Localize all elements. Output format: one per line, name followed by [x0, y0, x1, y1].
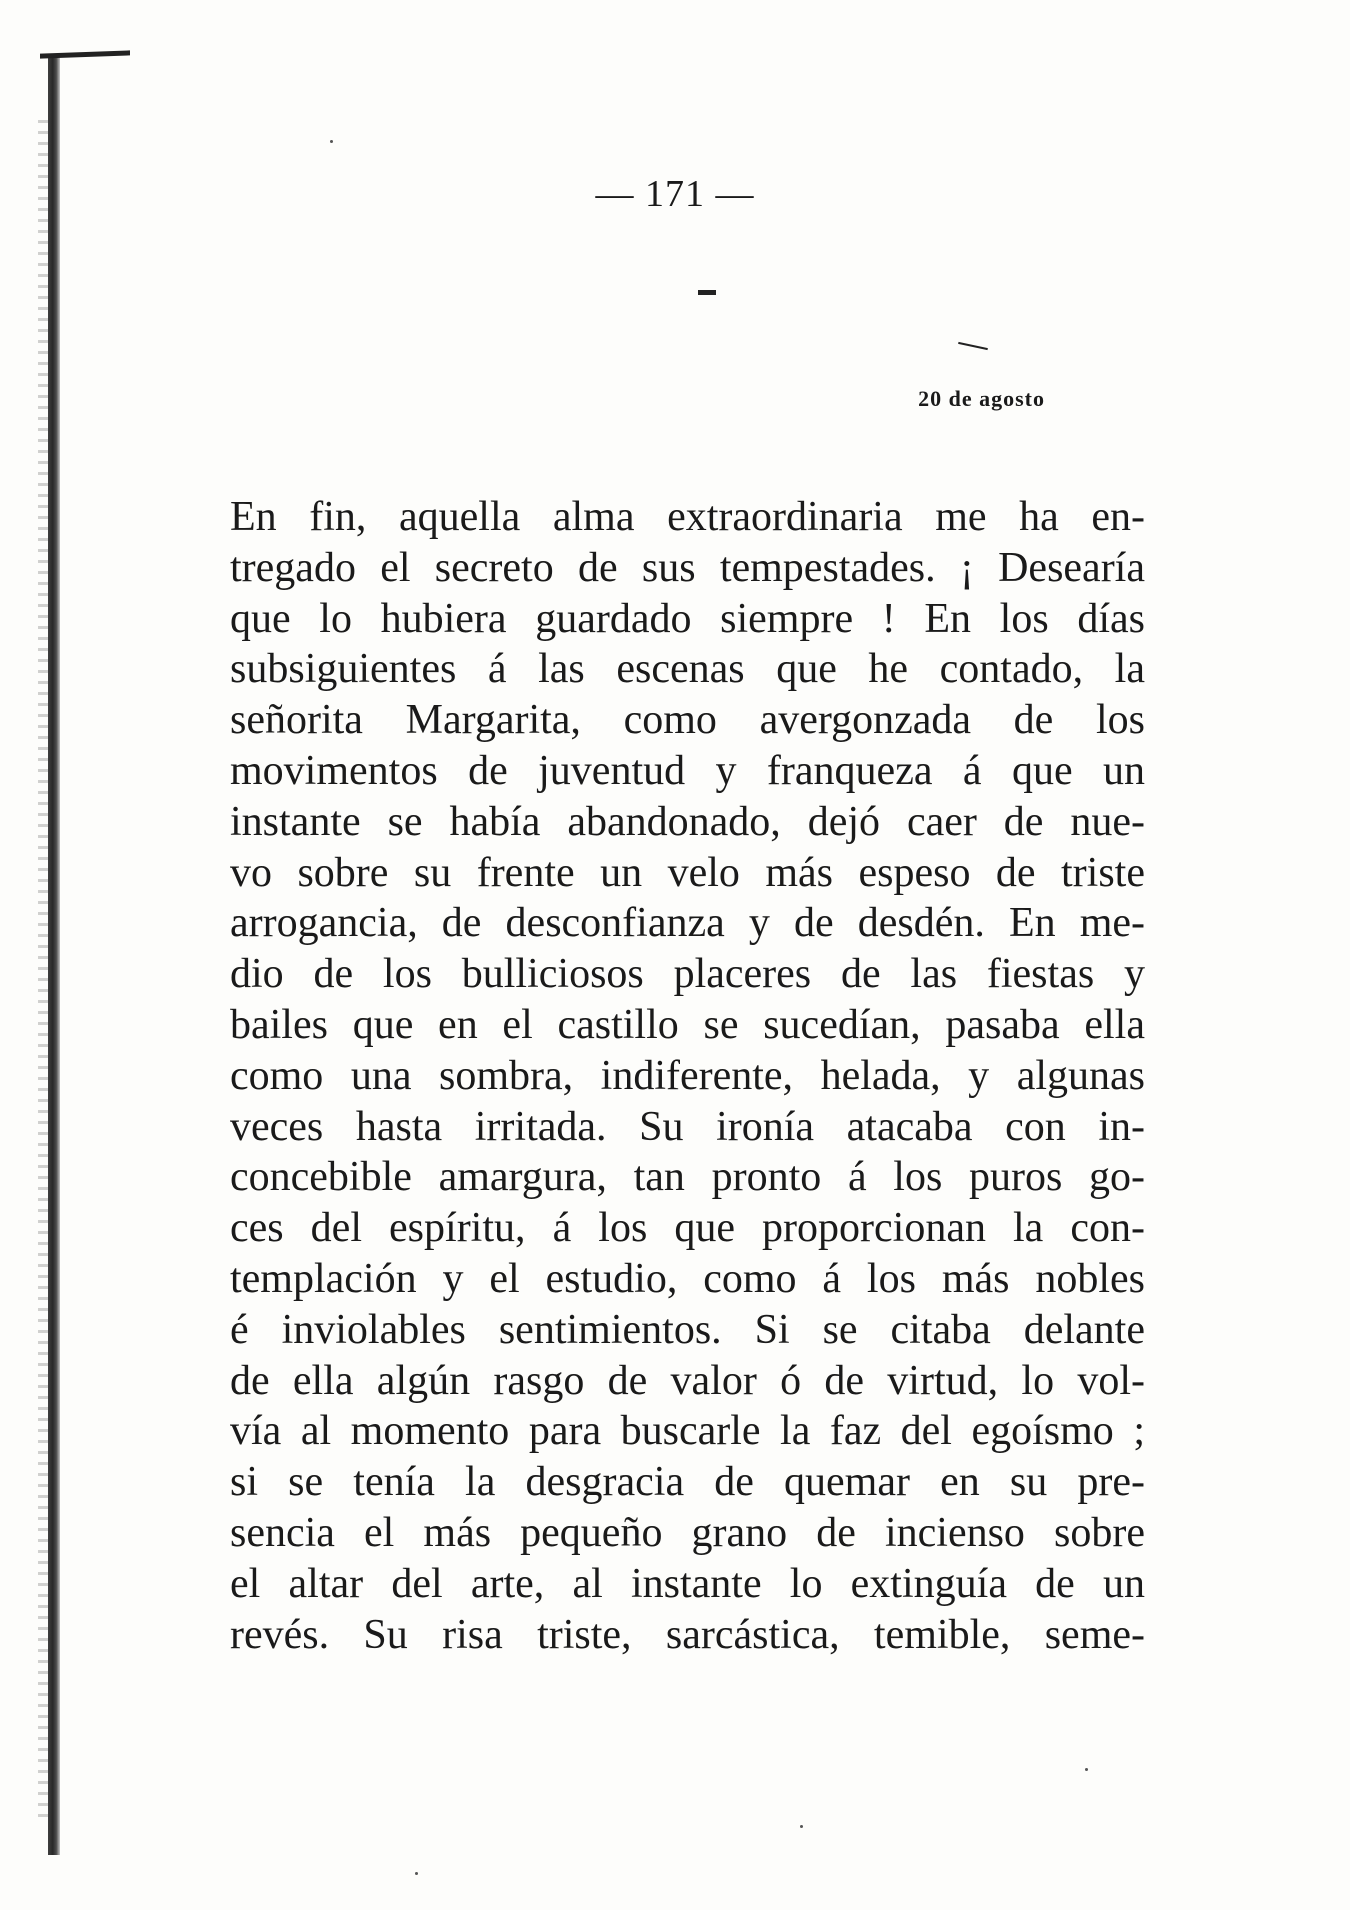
ink-mark	[698, 290, 716, 295]
text-line: señorita Margarita, como avergonzada de los	[230, 697, 1145, 744]
text-line: subsiguientes á las escenas que he contado, la	[230, 646, 1145, 693]
speck	[330, 140, 333, 143]
speck	[1085, 1768, 1088, 1771]
text-line: vo sobre su frente un velo más espeso de triste	[230, 849, 1145, 896]
text-line: é inviolables sentimientos. Si se citaba delante	[230, 1306, 1145, 1353]
text-line: tregado el secreto de sus tempestades. ¡ Desearía	[230, 544, 1145, 591]
text-line: ces del espíritu, á los que proporcionan la con-	[230, 1205, 1145, 1252]
text-line: En fin, aquella alma extraordinaria me ha en-	[230, 494, 1145, 540]
binding-speckle	[38, 120, 48, 1820]
ink-mark	[958, 342, 988, 350]
text-line: movimentos de juventud y franqueza á que un	[230, 747, 1145, 794]
text-line: que lo hubiera guardado siempre ! En los días	[230, 595, 1145, 642]
text-line: revés. Su risa triste, sarcástica, temible, seme-	[230, 1611, 1145, 1658]
text-line: vía al momento para buscarle la faz del egoísmo ;	[230, 1408, 1145, 1455]
text-line: el altar del arte, al instante lo extinguía de un	[230, 1560, 1145, 1607]
text-line: veces hasta irritada. Su ironía atacaba con in-	[230, 1103, 1145, 1150]
page-number: — 171 —	[595, 173, 755, 215]
text-line: arrogancia, de desconfianza y de desdén. En me-	[230, 900, 1145, 947]
text-line: instante se había abandonado, dejó caer de nue-	[230, 798, 1145, 845]
text-line: como una sombra, indiferente, helada, y algunas	[230, 1052, 1145, 1099]
text-line: de ella algún rasgo de valor ó de virtud, lo vol-	[230, 1357, 1145, 1404]
text-line: dio de los bulliciosos placeres de las fiestas y	[230, 951, 1145, 998]
body-paragraph	[230, 492, 1145, 1660]
speck	[800, 1825, 803, 1828]
date-heading: 20 de agosto	[918, 386, 1045, 411]
binding-edge	[48, 55, 60, 1855]
text-line: templación y el estudio, como á los más nobles	[230, 1255, 1145, 1302]
text-line: bailes que en el castillo se sucedían, pasaba ella	[230, 1001, 1145, 1048]
text-line: concebible amargura, tan pronto á los puros go-	[230, 1154, 1145, 1201]
text-line: sencia el más pequeño grano de incienso sobre	[230, 1509, 1145, 1556]
text-line: si se tenía la desgracia de quemar en su pre-	[230, 1459, 1145, 1506]
speck	[415, 1872, 418, 1875]
binding-top-edge	[40, 50, 130, 58]
